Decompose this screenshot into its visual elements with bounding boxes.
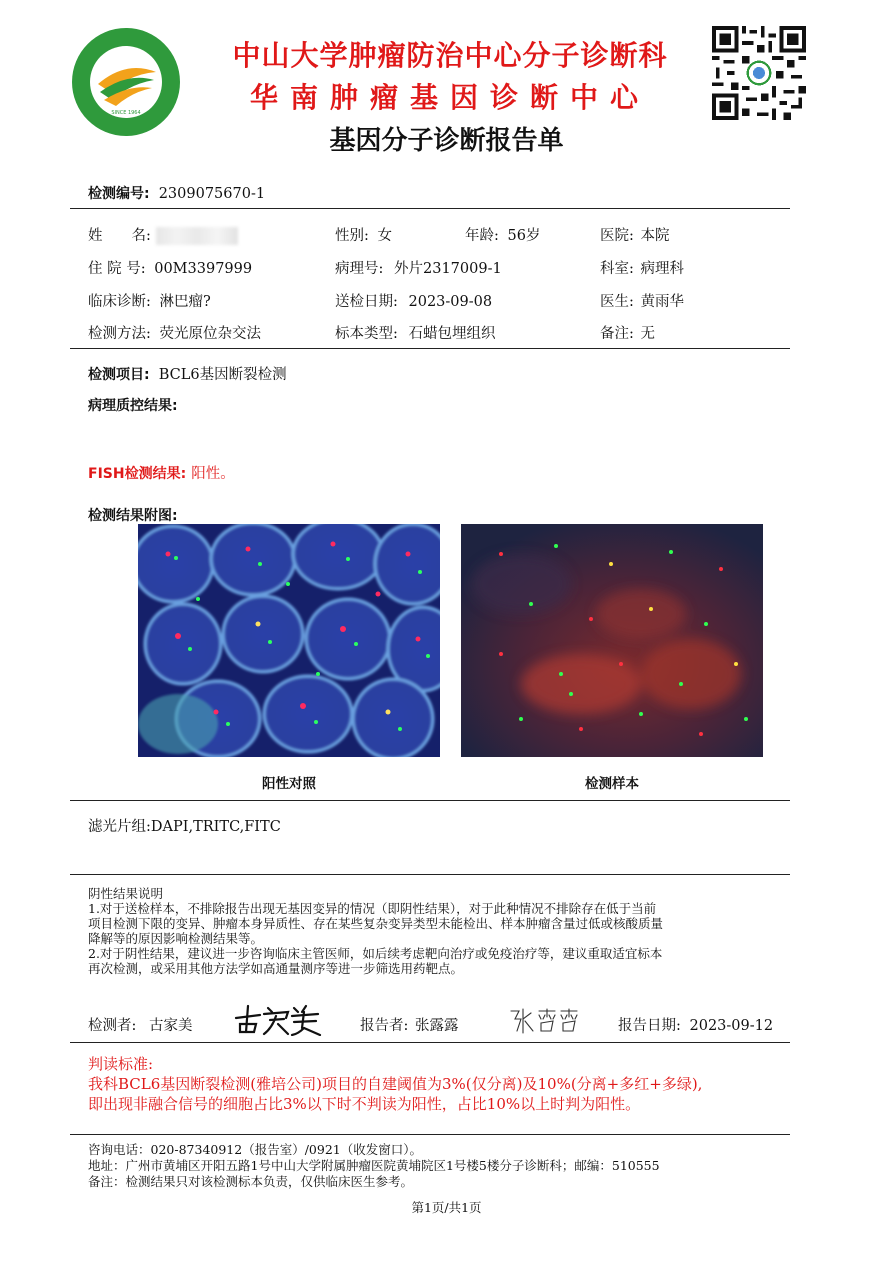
dept-label: 科室: [600, 261, 634, 277]
footer-note: 备注：检测结果只对该检测标本负责，仅供临床医生参考。 [88, 1174, 414, 1189]
test-item-row [88, 363, 287, 384]
caption-positive-control: 阳性对照 [262, 776, 316, 792]
qc-label: 病理质控结果: [88, 398, 178, 414]
report-date-field [618, 1014, 773, 1035]
remark-value: 无 [640, 326, 655, 342]
negative-note-line: 项目检测下限的变异、肿瘤本身异质性、存在某些复杂变异类型未能检出、样本肿瘤含量过低或核酸质量 [88, 916, 664, 931]
report-title: 基因分子诊断报告单 [329, 126, 564, 156]
criteria-title: 判读标准: [88, 1055, 154, 1073]
sample-label: 标本类型: [335, 326, 398, 342]
inpatient-field [88, 257, 252, 278]
report-date-value: 2023-09-12 [689, 1018, 774, 1034]
reporter-value: 张露露 [415, 1018, 459, 1034]
doctor-value: 黄雨华 [640, 294, 684, 310]
method-label: 检测方法: [88, 326, 151, 342]
negative-note [88, 886, 788, 976]
name-field [88, 224, 238, 245]
diagnosis-label: 临床诊断: [88, 294, 151, 310]
reporter-signature [505, 1005, 585, 1035]
dept-field [600, 257, 684, 278]
sex-label: 性别: [335, 228, 369, 244]
negative-note-line: 再次检测，或采用其他方法学如高通量测序等进一步筛选用药靶点。 [88, 961, 464, 976]
name-label: 姓 名: [88, 228, 151, 244]
date-field [335, 290, 492, 311]
pathology-value: 外片2317009-1 [394, 261, 502, 277]
criteria-block [88, 1054, 808, 1114]
name-redaction [156, 227, 238, 245]
filter-set: 滤光片组:DAPI,TRITC,FITC [88, 819, 281, 835]
footer [88, 1142, 808, 1190]
page-number: 第1页/共1页 [411, 1200, 482, 1215]
hospital-label: 医院: [600, 228, 634, 244]
divider [70, 1134, 790, 1135]
diagnosis-value: 淋巴瘤? [159, 294, 211, 310]
fish-value: 阳性。 [191, 466, 235, 482]
qr-code [712, 26, 806, 120]
fish-label: FISH检测结果: [88, 466, 187, 482]
institution-line-1: 中山大学肿瘤防治中心分子诊断科 [232, 39, 668, 72]
criteria-line: 即出现非融合信号的细胞占比3%以下时不判读为阳性，占比10%以上时判为阳性。 [88, 1095, 641, 1113]
criteria-line: 我科BCL6基因断裂检测(雅培公司)项目的自建阈值为3%(仅分离)及10%(分离+多红+多绿), [88, 1075, 703, 1093]
negative-note-line: 降解等的原因影响检测结果等。 [88, 931, 264, 946]
remark-field [600, 322, 655, 343]
footer-address: 地址：广州市黄埔区开阳五路1号中山大学附属肿瘤医院黄埔院区1号楼5楼分子诊断科；邮编：510555 [88, 1158, 660, 1173]
age-label: 年龄: [465, 228, 499, 244]
inpatient-label: 住 院 号: [88, 261, 146, 277]
sex-value: 女 [377, 228, 392, 244]
age-value: 56岁 [507, 228, 541, 244]
hospital-field [600, 224, 670, 245]
logo-year: SINCE 1964 [111, 110, 141, 116]
test-item-label: 检测项目: [88, 367, 150, 383]
figure-label: 检测结果附图: [88, 508, 178, 524]
sample-value: 石蜡包埋组织 [408, 326, 496, 342]
fish-result-row [88, 462, 235, 483]
method-value: 荧光原位杂交法 [159, 326, 261, 342]
inpatient-value: 00M3397999 [154, 261, 253, 277]
date-label: 送检日期: [335, 294, 398, 310]
divider [70, 208, 790, 209]
test-sample-image [461, 524, 763, 757]
age-field [465, 224, 540, 245]
negative-note-line: 1.对于送检样本，不排除报告出现无基因变异的情况（即阴性结果），对于此种情况不排除存在低于当前 [88, 901, 657, 916]
hospital-value: 本院 [640, 228, 670, 244]
remark-label: 备注: [600, 326, 634, 342]
divider [70, 348, 790, 349]
positive-control-image [138, 524, 440, 757]
doctor-field [600, 290, 684, 311]
divider [70, 874, 790, 875]
diagnosis-field [88, 290, 211, 311]
negative-note-title: 阴性结果说明 [88, 886, 164, 901]
pathology-label: 病理号: [335, 261, 384, 277]
sample-field [335, 322, 496, 343]
method-field [88, 322, 261, 343]
institution-line-2: 华南肿瘤基因诊断中心 [249, 81, 650, 114]
tester-field [88, 1014, 193, 1035]
reporter-field [360, 1014, 459, 1035]
doctor-label: 医生: [600, 294, 634, 310]
caption-test-sample: 检测样本 [585, 776, 639, 792]
dept-value: 病理科 [640, 261, 684, 277]
test-number-row [88, 183, 265, 203]
report-date-label: 报告日期: [618, 1018, 681, 1034]
divider [70, 800, 790, 801]
test-item-value: BCL6基因断裂检测 [158, 367, 287, 383]
test-number-value: 2309075670-1 [158, 186, 266, 202]
divider [70, 1042, 790, 1043]
tester-signature [232, 1002, 324, 1036]
reporter-label: 报告者: [360, 1018, 409, 1034]
pathology-field [335, 257, 502, 278]
footer-phone: 咨询电话：020-87340912（报告室）/0921（收发窗口）。 [88, 1142, 422, 1157]
date-value: 2023-09-08 [408, 294, 493, 310]
negative-note-line: 2.对于阴性结果，建议进一步咨询临床主管医师，如后续考虑靶向治疗或免疫治疗等，建议重取适宜标本 [88, 946, 663, 961]
tester-value: 古家美 [149, 1018, 193, 1034]
tester-label: 检测者: [88, 1018, 137, 1034]
test-number-label: 检测编号: [88, 186, 150, 202]
sex-field [335, 224, 392, 245]
